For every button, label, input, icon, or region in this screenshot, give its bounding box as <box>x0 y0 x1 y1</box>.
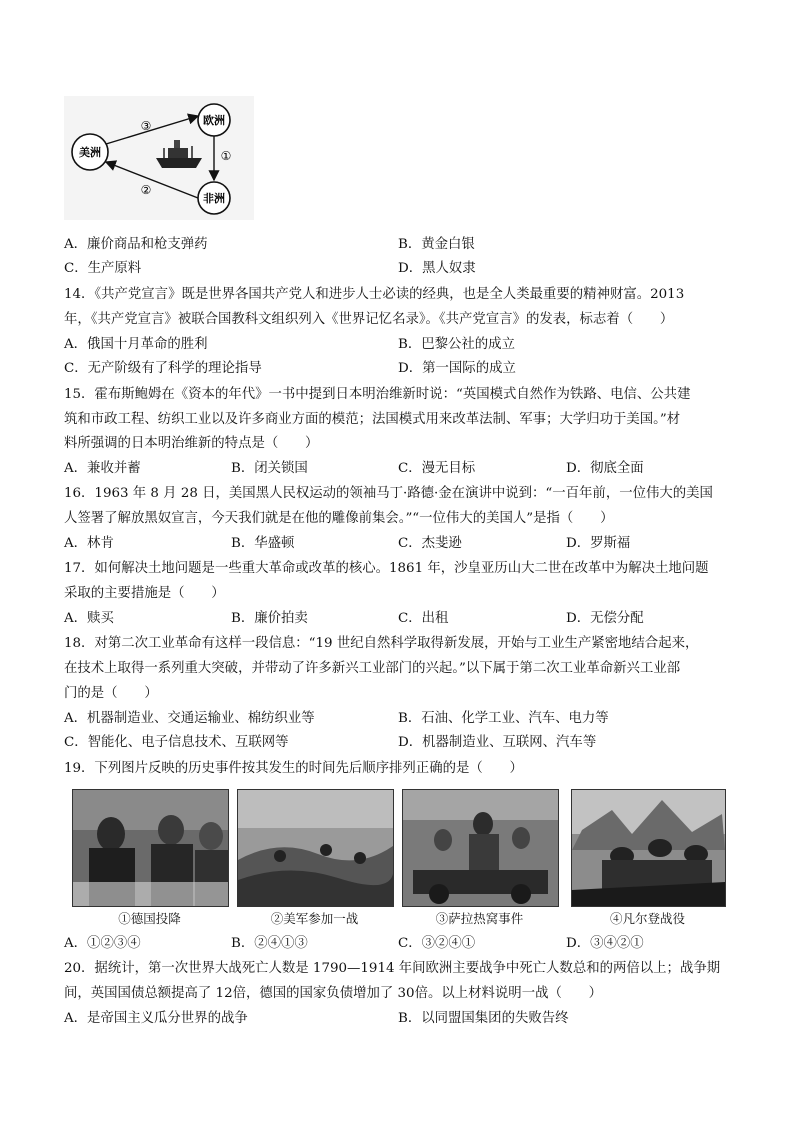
q15-stem-line1: 15．霍布斯鲍姆在《资本的年代》一书中提到日本明治维新时说：“英国模式自然作为铁路、电信、公共建 <box>64 387 691 402</box>
q16-option-d: D．罗斯福 <box>566 536 631 551</box>
triangular-trade-diagram <box>64 96 254 220</box>
q19-option-b: B．②④①③ <box>231 936 308 951</box>
q13-option-c: C．生产原料 <box>64 261 142 276</box>
q17-option-d: D．无偿分配 <box>566 611 644 626</box>
q15-stem-line2: 筑和市政工程、纺织工业以及许多商业方面的模范；法国模式用来改革法制、军事；大学归功于美国。”材 <box>64 412 681 427</box>
arrow-label-three: ③ <box>140 119 152 133</box>
europe-label: 欧洲 <box>203 114 225 127</box>
q15-option-b: B．闭关锁国 <box>231 461 308 476</box>
q15-option-c: C．漫无目标 <box>398 461 476 476</box>
arrow-label-two: ② <box>140 183 152 197</box>
q18-option-a: A．机器制造业、交通运输业、棉纺织业等 <box>64 711 315 726</box>
q17-option-c: C．出租 <box>398 611 449 626</box>
photo-us-army-wwi <box>237 789 394 907</box>
q15-option-d: D．彻底全面 <box>566 461 644 476</box>
q18-option-c: C．智能化、电子信息技术、互联网等 <box>64 735 289 750</box>
q20-stem-line1: 20．据统计，第一次世界大战死亡人数是 1790—1914 年间欧洲主要战争中死亡人数总和的两倍以上；战争期 <box>64 961 721 976</box>
q19-caption-1: ①德国投降 <box>118 911 181 926</box>
q20-stem-line2: 间，英国国债总额提高了 12倍，德国的国家负债增加了 30倍。以上材料说明一战（ ） <box>64 986 603 1001</box>
q13-option-a: A．廉价商品和枪支弹药 <box>64 237 208 252</box>
q18-stem-line3: 门的是（ ） <box>64 686 158 701</box>
q19-option-d: D．③④②① <box>566 936 644 951</box>
q18-stem-line2: 在技术上取得一系列重大突破，并带动了许多新兴工业部门的兴起。”以下属于第二次工业革命新兴工业部 <box>64 661 681 676</box>
photo-sarajevo-incident <box>402 789 559 907</box>
america-label: 美洲 <box>79 146 101 159</box>
q14-option-b: B．巴黎公社的成立 <box>398 337 515 352</box>
q16-stem-line1: 16．1963 年 8 月 28 日，美国黑人民权运动的领袖马丁·路德·金在演讲中说到：“一百年前，一位伟大的美国 <box>64 486 713 501</box>
q15-stem-line3: 料所强调的日本明治维新的特点是（ ） <box>64 436 319 451</box>
arrow-label-one: ① <box>220 149 232 163</box>
q14-option-c: C．无产阶级有了科学的理论指导 <box>64 361 262 376</box>
q13-option-d: D．黑人奴隶 <box>398 261 476 276</box>
q14-option-a: A．俄国十月革命的胜利 <box>64 337 208 352</box>
photo-german-surrender <box>72 789 229 907</box>
q16-option-a: A．林肯 <box>64 536 114 551</box>
q17-stem-line2: 采取的主要措施是（ ） <box>64 586 225 601</box>
q16-option-b: B．华盛顿 <box>231 536 295 551</box>
q20-option-a: A．是帝国主义瓜分世界的战争 <box>64 1011 248 1026</box>
q18-option-b: B．石油、化学工业、汽车、电力等 <box>398 711 609 726</box>
q19-caption-2: ②美军参加一战 <box>270 911 359 926</box>
q19-option-a: A．①②③④ <box>64 936 141 951</box>
q14-stem-line1: 14．《共产党宣言》既是世界各国共产党人和进步人士必读的经典，也是全人类最重要的精神财富。2013 <box>64 287 685 302</box>
q19-caption-3: ③萨拉热窝事件 <box>435 911 524 926</box>
q20-option-b: B．以同盟国集团的失败告终 <box>398 1011 569 1026</box>
q17-option-b: B．廉价拍卖 <box>231 611 308 626</box>
q14-stem-line2: 年，《共产党宣言》被联合国教科文组织列入《世界记忆名录》。《共产党宣言》的发表，标志着（ ） <box>64 312 674 327</box>
q18-stem-line1: 18．对第二次工业革命有这样一段信息：“19 世纪自然科学取得新发展，开始与工业生产紧密地结合起来， <box>64 636 699 651</box>
q19-caption-4: ④凡尔登战役 <box>609 911 685 926</box>
q17-stem-line1: 17．如何解决土地问题是一些重大革命或改革的核心。1861 年，沙皇亚历山大二世在改革中为解决土地问题 <box>64 561 709 576</box>
q17-option-a: A．赎买 <box>64 611 114 626</box>
q14-option-d: D．第一国际的成立 <box>398 361 516 376</box>
q15-option-a: A．兼收并蓄 <box>64 461 141 476</box>
q16-stem-line2: 人签署了解放黑奴宣言，今天我们就是在他的雕像前集会。”“一位伟大的美国人”是指（ ） <box>64 511 614 526</box>
q18-option-d: D．机器制造业、互联网、汽车等 <box>398 735 597 750</box>
q19-option-c: C．③②④① <box>398 936 476 951</box>
q19-stem-line1: 19．下列图片反映的历史事件按其发生的时间先后顺序排列正确的是（ ） <box>64 761 523 776</box>
q16-option-c: C．杰斐逊 <box>398 536 462 551</box>
photo-verdun-battle <box>571 789 726 907</box>
q13-option-b: B．黄金白银 <box>398 237 475 252</box>
africa-label: 非洲 <box>203 192 225 205</box>
